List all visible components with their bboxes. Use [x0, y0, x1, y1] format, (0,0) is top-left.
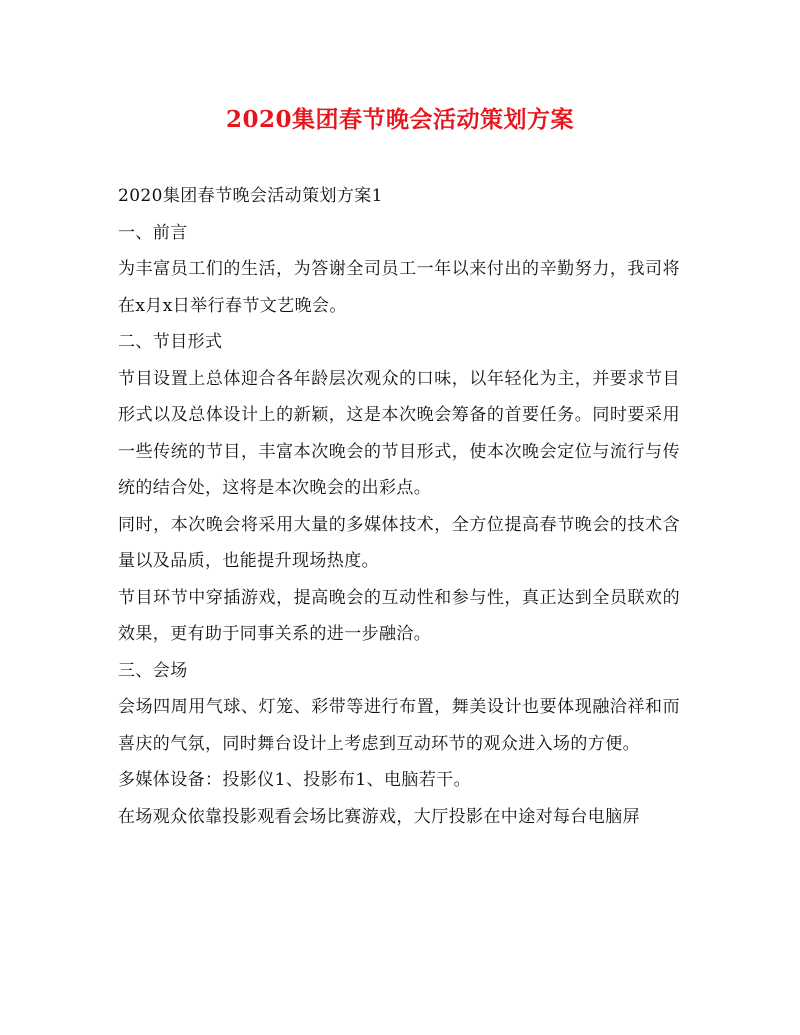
paragraph: 同时，本次晚会将采用大量的多媒体技术，全方位提高春节晚会的技术含量以及品质，也能提升现场热度。	[118, 514, 680, 571]
paragraph: 在场观众依靠投影观看会场比赛游戏，大厅投影在中途对每台电脑屏	[118, 806, 640, 827]
paragraph: 会场四周用气球、灯笼、彩带等进行布置，舞美设计也要体现融洽祥和而喜庆的气氛，同时舞台设计上考虑到互动环节的观众进入场的方便。	[118, 697, 680, 754]
paragraph: 为丰富员工们的生活，为答谢全司员工一年以来付出的辛勤努力，我司将在x月x日举行春节文艺晚会。	[118, 259, 680, 316]
subsection-heading: 一、前言	[118, 222, 188, 243]
section-heading: 2020集团春节晚会活动策划方案1	[118, 186, 383, 206]
subsection-heading: 二、节目形式	[118, 332, 223, 352]
document-body	[118, 178, 680, 835]
paragraph: 节目设置上总体迎合各年龄层次观众的口味，以年轻化为主，并要求节目形式以及总体设计上的新颖，这是本次晚会筹备的首要任务。同时要采用一些传统的节目，丰富本次晚会的节目形式，使本次晚会定位与流行与传统的结合处，这将是本次晚会的出彩点。	[118, 368, 680, 498]
paragraph: 节目环节中穿插游戏，提高晚会的互动性和参与性，真正达到全员联欢的效果，更有助于同事关系的进一步融洽。	[118, 587, 680, 644]
subsection-heading: 三、会场	[118, 660, 188, 681]
document-title: 2020集团春节晚会活动策划方案	[225, 106, 574, 133]
paragraph: 多媒体设备：投影仪1、投影布1、电脑若干。	[118, 770, 472, 790]
